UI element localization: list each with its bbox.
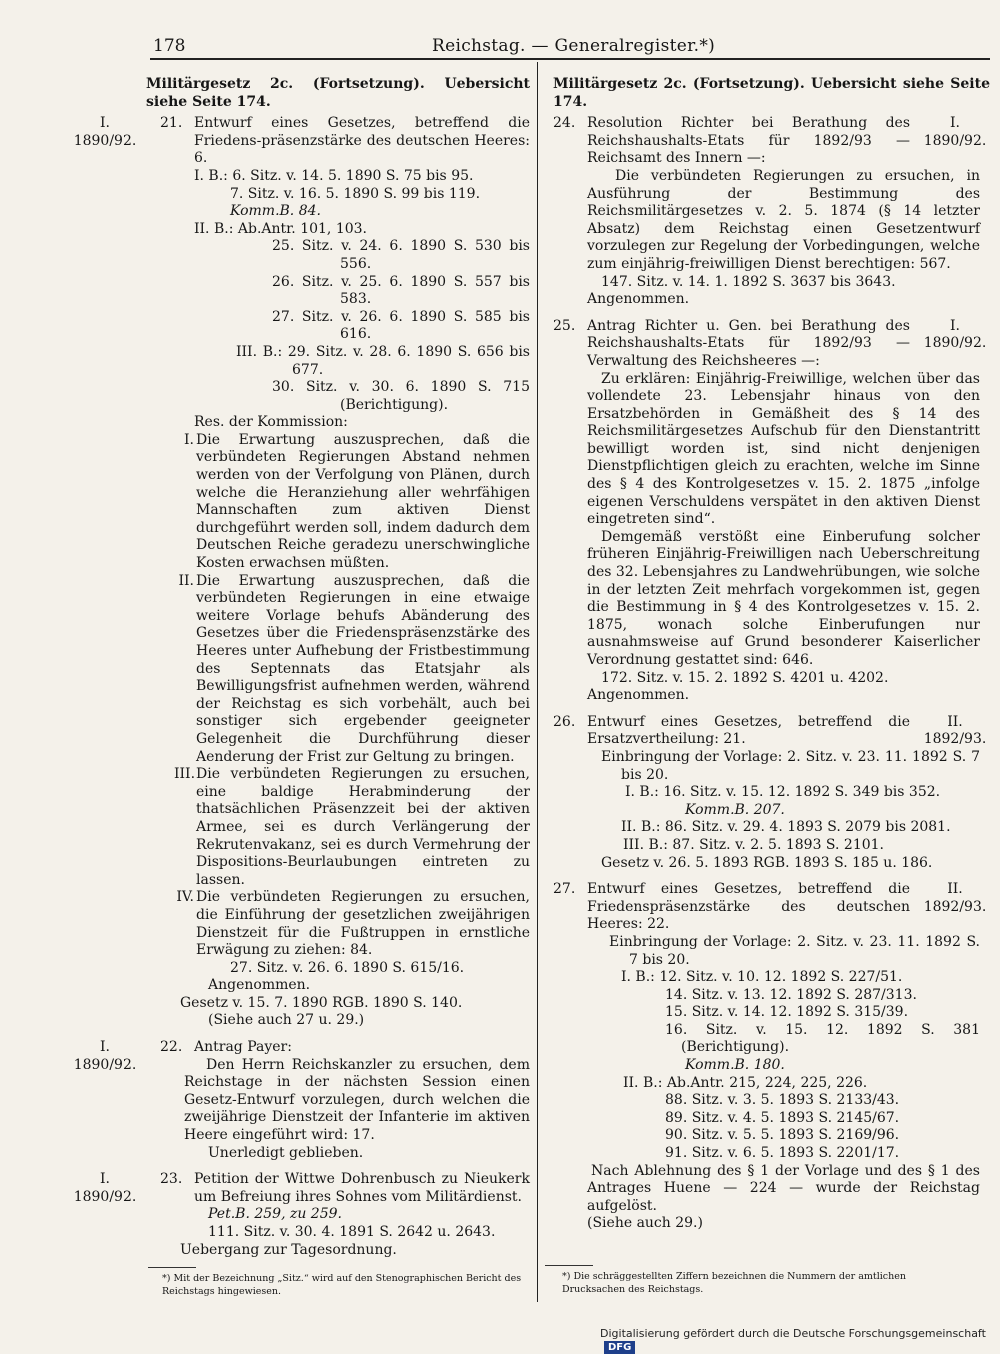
right-continuation-head: Militärgesetz 2c. (Fortsetzung). Uebersicht siehe Seite 174.: [553, 76, 990, 110]
reading-line: 25. Sitz. v. 24. 6. 1890 S. 530 bis 556.: [272, 238, 530, 272]
entry-title: Entwurf eines Gesetzes, betreffend die Ersatzvertheilung: 21.: [587, 713, 910, 748]
reading-line: 30. Sitz. v. 30. 6. 1890 S. 715 (Berichtigung).: [272, 379, 530, 413]
reading-line: II. B.: Ab.Antr. 215, 224, 225, 226.: [623, 1074, 868, 1091]
outcome: Uebergang zur Tagesordnung.: [180, 1241, 397, 1258]
resolution-item: II. Die Erwartung auszusprechen, daß die verbündeten Regierungen in eine etwaige weitere Vorlage behufs Abänderung des Gesetzes über die Friedenspräsenzstärke des Heeres unter Aufhebung der Fristbestimmung des Septennats das Etatsjahr als Bewilligungsfrist aufnehmen werden, während der Reichstag es sich vorbehält, auch bei sonstiger sich ergebender geeigneter Gelegenheit die Durchführung dieser Aenderung der Frist zur Geltung zu bringen.: [178, 572, 530, 765]
entry-27-margin: II. 1892/93.: [923, 881, 987, 915]
entry-24-margin: I. 1890/92.: [923, 115, 987, 149]
reading-line: III. B.: 87. Sitz. v. 2. 5. 1893 S. 2101.: [623, 836, 884, 853]
entry-23-margin: I. 1890/92.: [73, 1171, 137, 1205]
reading-line: II. B.: Ab.Antr. 101, 103.: [194, 220, 367, 237]
entry-title: Petition der Wittwe Dohrenbusch zu Nieukerk um Befreiung ihres Sohnes vom Militärdienst.: [194, 1171, 530, 1205]
footnote-rule-right: [545, 1265, 593, 1266]
session-line: 27. Sitz. v. 26. 6. 1890 S. 615/16.: [230, 959, 465, 976]
reading-line: I. B.: 6. Sitz. v. 14. 5. 1890 S. 75 bis 95.: [194, 167, 474, 184]
entry-title: Entwurf eines Gesetzes, betreffend die Friedenspräsenzstärke des deutschen Heeres: 22.: [587, 881, 910, 933]
outcome: Angenommen.: [587, 291, 690, 308]
left-column: [60, 76, 530, 1268]
reading-line: I. B.: 16. Sitz. v. 15. 12. 1892 S. 349 bis 352.: [625, 784, 941, 801]
entry-number: 26.: [553, 713, 576, 730]
resolution-item: III. Die verbündeten Regierungen zu ersuchen, eine baldige Herabminderung der thatsächlichen Präsenzzeit bei der aktiven Armee, sei es durch Verlängerung der Rekrutenvakanz, sei es durch Vermehrung der Dispositions-Beurlaubungen eintreten zu lassen.: [174, 766, 530, 888]
reading-line: III. B.: 29. Sitz. v. 28. 6. 1890 S. 656 bis 677.: [236, 343, 530, 378]
reading-line: Komm.B. 84.: [230, 203, 321, 220]
entry-22-margin: I. 1890/92.: [73, 1039, 137, 1073]
entry-27: [545, 881, 990, 1233]
left-continuation-head: Militärgesetz 2c. (Fortsetzung). Uebersicht siehe Seite 174.: [146, 76, 530, 110]
footnote-right: *) Die schräggestellten Ziffern bezeichnen die Nummern der amtlichen Drucksachen des Reichstags.: [562, 1271, 906, 1295]
dfg-logo: DFG: [604, 1341, 635, 1354]
reading-line: Pet.B. 259, zu 259.: [208, 1206, 342, 1223]
reading-line: I. B.: 12. Sitz. v. 10. 12. 1892 S. 227/51.: [621, 969, 903, 986]
reading-line: 91. Sitz. v. 6. 5. 1893 S. 2201/17.: [665, 1145, 900, 1162]
reading-line: 90. Sitz. v. 5. 5. 1893 S. 2169/96.: [665, 1127, 900, 1144]
entry-title: Entwurf eines Gesetzes, betreffend die Friedens-präsenzstärke des deutschen Heeres: 6.: [194, 115, 530, 167]
entry-text: Zu erklären: Einjährig-Freiwillige, welchen über das vollendete 23. Lebensjahr hinaus von den Ersatzbehörden in Gemäßheit des § 14 des Reichsmilitärgesetzes Aufschub für den Dienstantritt bewilligt worden ist, sind nicht denjenigen Dienstpflichtigen gleich zu erachten, welche im Sinne des § 4 des Kontrolgesetzes v. 15. 2. 1875 „infolge eigenen Verschuldens verspätet in den aktiven Dienst eingetreten sind“.: [587, 370, 980, 528]
entry-text: Den Herrn Reichskanzler zu ersuchen, dem Reichstage in der nächsten Session einen Gesetz-Entwurf vorzulegen, durch welchen die zweijährige Dienstzeit der Infanterie im aktiven Heere eingeführt wird: 17.: [184, 1056, 530, 1144]
outcome: Angenommen.: [208, 977, 311, 994]
entry-22: [60, 1039, 530, 1162]
entry-26-margin: II. 1892/93.: [923, 713, 987, 748]
reading-line: II. B.: 86. Sitz. v. 29. 4. 1893 S. 2079 bis 2081.: [621, 819, 951, 836]
entry-21-margin: I. 1890/92.: [73, 115, 137, 149]
reading-line: Komm.B. 180.: [685, 1057, 785, 1074]
see-also: (Siehe auch 27 u. 29.): [208, 1012, 365, 1029]
session-line: 147. Sitz. v. 14. 1. 1892 S. 3637 bis 3643.: [601, 273, 896, 290]
entry-title: Resolution Richter bei Berathung des Reichshaushalts-Etats für 1892/93 — Reichsamt des Innern —:: [587, 115, 910, 167]
session-line: 111. Sitz. v. 30. 4. 1891 S. 2642 u. 2643.: [208, 1224, 496, 1240]
entry-text: Die verbündeten Regierungen zu ersuchen, in Ausführung der Bestimmung des Reichsmilitärgesetzes v. 2. 5. 1874 (§ 14 letzter Absatz) dem Reichstag einen Gesetzentwurf vorzulegen zur Regelung der Vorbedingungen, welche zum einjährig-freiwilligen Dienst berechtigen: 567.: [587, 167, 980, 272]
entry-number: 25.: [553, 317, 576, 334]
entry-title: Antrag Richter u. Gen. bei Berathung des Reichshaushalts-Etats für 1892/93 — Verwaltung des Reichsheeres —:: [587, 317, 910, 369]
see-also: (Siehe auch 29.): [587, 1215, 703, 1232]
entry-number: 22.: [160, 1039, 183, 1056]
column-divider: [537, 62, 538, 1302]
entry-number: 27.: [553, 881, 576, 898]
reading-line: 14. Sitz. v. 13. 12. 1892 S. 287/313.: [665, 986, 917, 1003]
page-title: Reichstag. — Generalregister.*): [432, 36, 716, 56]
reading-line: 7. Sitz. v. 16. 5. 1890 S. 99 bis 119.: [230, 185, 481, 202]
reading-line: 26. Sitz. v. 25. 6. 1890 S. 557 bis 583.: [272, 273, 530, 308]
reading-line: 16. Sitz. v. 15. 12. 1892 S. 381 (Berichtigung).: [665, 1021, 980, 1056]
reading-line: 89. Sitz. v. 4. 5. 1893 S. 2145/67.: [665, 1109, 900, 1126]
digitization-credit: Digitalisierung gefördert durch die Deutsche ForschungsgemeinschaftDFG: [600, 1327, 986, 1353]
footnote-rule-left: [148, 1267, 196, 1268]
reading-line: Komm.B. 207.: [685, 801, 785, 818]
footnote-left: *) Mit der Bezeichnung „Sitz.“ wird auf den Stenographischen Bericht des Reichstags hingewiesen.: [162, 1273, 522, 1297]
entry-text: Nach Ablehnung des § 1 der Vorlage und des § 1 des Antrages Huene — 224 — wurde der Reichstag aufgelöst.: [587, 1162, 980, 1214]
entry-21: [60, 115, 530, 1030]
entry-25: [545, 318, 990, 705]
entry-number: 21.: [160, 115, 183, 132]
reading-line: 15. Sitz. v. 14. 12. 1892 S. 315/39.: [665, 1004, 909, 1021]
right-column: [545, 76, 990, 1242]
resolution-heading: Res. der Kommission:: [194, 414, 348, 431]
entry-24: [545, 115, 990, 309]
law-reference: Gesetz v. 15. 7. 1890 RGB. 1890 S. 140.: [180, 994, 463, 1011]
resolution-item: IV. Die verbündeten Regierungen zu ersuchen, die Einführung der gesetzlichen zweijährigen Dienstzeit für die Fußtruppen in ernstliche Erwägung zu ziehen: 84.: [176, 889, 530, 959]
entry-number: 23.: [160, 1171, 183, 1188]
outcome: Unerledigt geblieben.: [208, 1144, 364, 1161]
entry-23: [60, 1171, 530, 1259]
entry-title: Antrag Payer:: [194, 1039, 292, 1056]
reading-line: 27. Sitz. v. 26. 6. 1890 S. 585 bis 616.: [272, 308, 530, 343]
reading-line: Einbringung der Vorlage: 2. Sitz. v. 23. 11. 1892 S. 7 bis 20.: [601, 748, 980, 783]
entry-25-margin: I. 1890/92.: [923, 317, 987, 352]
resolution-item: I. Die Erwartung auszusprechen, daß die verbündeten Regierungen Abstand nehmen werden von der Verfolgung von Plänen, durch welche die Heranziehung aller wehrfähigen Mannschaften zum aktiven Dienst durchgeführt werden soll, indem dadurch dem Deutschen Reiche geradezu unerschwingliche Kosten erwachsen müßten.: [184, 431, 530, 572]
outcome: Angenommen.: [587, 687, 690, 704]
session-line: 172. Sitz. v. 15. 2. 1892 S. 4201 u. 4202.: [601, 669, 889, 686]
entry-text: Demgemäß verstößt eine Einberufung solcher früheren Einjährig-Freiwilligen nach Ueberschreitung des 32. Lebensjahres zu Landwehrübungen, wie solche in der letzten Zeit mehrfach vorgekommen ist, gegen die Bestimmung in § 4 des Kontrolgesetzes v. 15. 2. 1875, wonach solche Einberufungen nur ausnahmsweise auf Grund besonderer Kaiserlicher Verordnung gestattet sind: 646.: [587, 528, 980, 668]
entry-number: 24.: [553, 115, 576, 132]
reading-line: 88. Sitz. v. 3. 5. 1893 S. 2133/43.: [665, 1092, 900, 1109]
header-rule: [150, 58, 990, 60]
entry-26: [545, 714, 990, 872]
law-reference: Gesetz v. 26. 5. 1893 RGB. 1893 S. 185 u. 186.: [601, 854, 933, 871]
reading-line: Einbringung der Vorlage: 2. Sitz. v. 23. 11. 1892 S. 7 bis 20.: [609, 933, 980, 968]
page-number: 178: [153, 36, 186, 56]
